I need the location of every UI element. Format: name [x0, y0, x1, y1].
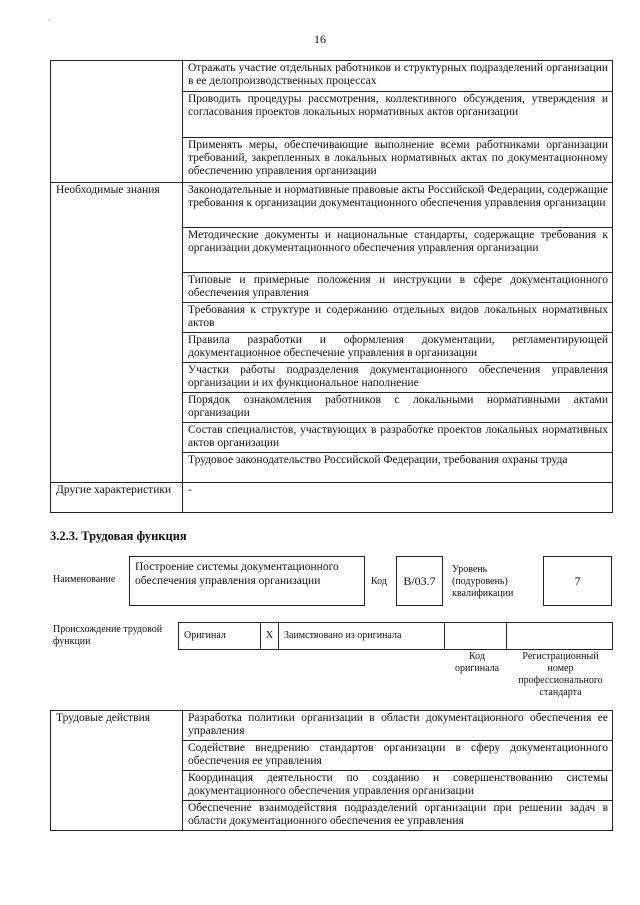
other-characteristics-value: -: [183, 483, 613, 513]
skills-knowledge-table: [50, 60, 613, 513]
page-number: 16: [314, 32, 326, 46]
code-box: [396, 556, 443, 606]
knowledge-row: Требования к структуре и содержанию отдельных видов локальных нормативных актов: [183, 303, 613, 333]
knowledge-row: Порядок ознакомления работников с локальными нормативными актами организации: [183, 393, 613, 423]
knowledge-row: Состав специалистов, участвующих в разработке проектов локальных нормативных актов организации: [183, 423, 613, 453]
skill-row: Проводить процедуры рассмотрения, коллективного обсуждения, утверждения и согласования проектов локальных нормативных актов организации: [183, 92, 613, 138]
knowledge-label: Необходимые знания: [51, 183, 183, 483]
section-heading: 3.2.3. Трудовая функция: [50, 529, 187, 543]
knowledge-row: Законодательные и нормативные правовые акты Российской Федерации, содержащие требования к организации документационного обеспечения управления организации: [183, 183, 613, 228]
action-row: Разработка политики организации в области документационного обеспечения ее управления: [183, 711, 613, 741]
work-actions-table: [50, 710, 613, 831]
knowledge-row: Трудовое законодательство Российской Федерации, требования охраны труда: [183, 453, 613, 483]
scan-speck: `: [48, 18, 51, 27]
knowledge-row: Типовые и примерные положения и инструкции в сфере документационного обеспечения управления: [183, 273, 613, 303]
reg-number-caption: Регистрационный номер профессионального стандарта: [518, 651, 603, 698]
function-name-box: [129, 556, 365, 606]
continuation-label-cell: [51, 61, 183, 183]
knowledge-row: Участки работы подразделения документационного обеспечения управления организации и их функциональное наполнение: [183, 363, 613, 393]
code-original-caption: Код оригинала: [454, 651, 500, 674]
skill-row: Отражать участие отдельных работников и структурных подразделений организации в ее делопроизводственных процессах: [183, 61, 613, 92]
origin-original: Оригинал: [179, 623, 261, 650]
origin-table: [178, 622, 613, 650]
function-code: B/03.7: [403, 573, 436, 588]
level-label: Уровень (подуровень) квалификации: [452, 564, 514, 599]
action-row: Обеспечение взаимодействия подразделений организации при решении задач в области документационного обеспечения ее управления: [183, 801, 613, 831]
action-row: Координация деятельности по созданию и совершенствованию системы документационного обеспечения управления организации: [183, 771, 613, 801]
level-box: [543, 556, 612, 606]
action-row: Содействие внедрению стандартов организации в сферу документационного обеспечения ее управления: [183, 741, 613, 771]
work-actions-label: Трудовые действия: [51, 711, 183, 831]
code-label: Код: [371, 576, 387, 587]
other-characteristics-label: Другие характеристики: [51, 483, 183, 513]
origin-mark: X: [261, 623, 279, 650]
knowledge-row: Правила разработки и оформления документации, регламентирующей документационное обеспечение управления в организации: [183, 333, 613, 363]
skill-row: Применять меры, обеспечивающие выполнение всеми работниками организации требований, закрепленных в локальных нормативных актах по документационному обеспечению управления организации: [183, 138, 613, 183]
name-label: Наименование: [53, 574, 116, 585]
origin-reg-cell: [507, 623, 613, 650]
knowledge-row: Методические документы и национальные стандарты, содержащие требования к организации документационного обеспечения управления организации: [183, 228, 613, 273]
origin-code-cell: [445, 623, 507, 650]
origin-label: Происхождение трудовой функции: [53, 624, 163, 647]
qualification-level: 7: [574, 573, 581, 588]
function-name: Построение системы документационного обеспечения управления организации: [135, 561, 339, 587]
origin-borrowed: Заимствовано из оригинала: [279, 623, 445, 650]
